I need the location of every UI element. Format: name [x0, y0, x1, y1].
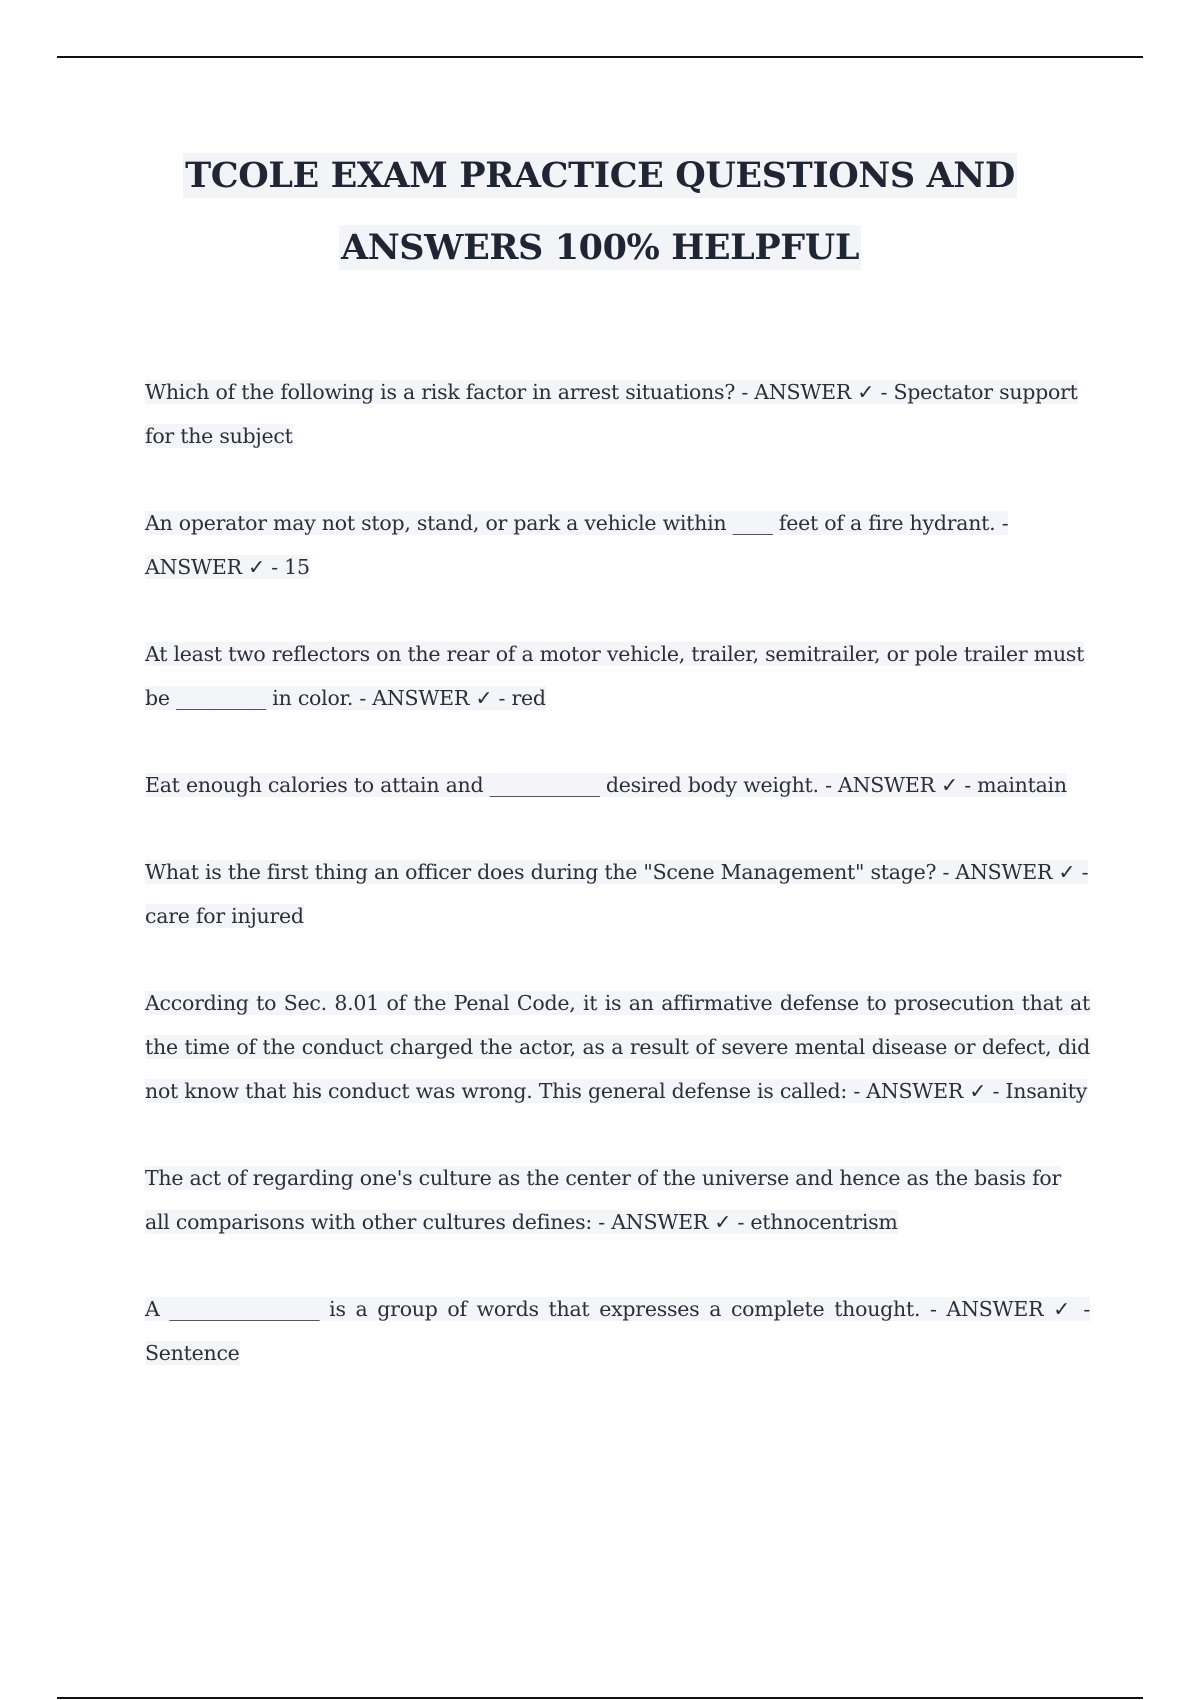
qa-item [145, 501, 1090, 589]
qa-text: What is the first thing an officer does during the "Scene Management" stage? - ANSWER ✓ - care for injured [145, 860, 1089, 928]
title-line-1: TCOLE EXAM PRACTICE QUESTIONS AND [185, 155, 1015, 196]
bottom-rule [57, 1697, 1143, 1699]
qa-item [145, 850, 1090, 938]
document-title [0, 140, 1200, 284]
qa-list [145, 370, 1090, 1418]
qa-text: According to Sec. 8.01 of the Penal Code, it is an affirmative defense to prosecution that at the time of the conduct charged the actor, as a result of severe mental disease or defect, did not know that his conduct was wrong. This general defense is called: - ANSWER ✓ - Insanity [145, 991, 1090, 1103]
top-rule [57, 56, 1143, 58]
qa-item [145, 981, 1090, 1113]
qa-item [145, 1156, 1090, 1244]
title-line-2: ANSWERS 100% HELPFUL [340, 227, 860, 268]
qa-text: Which of the following is a risk factor in arrest situations? - ANSWER ✓ - Spectator support for the subject [145, 380, 1078, 448]
qa-text: An operator may not stop, stand, or park a vehicle within ____ feet of a fire hydrant. - ANSWER ✓ - 15 [145, 511, 1009, 579]
qa-item [145, 763, 1090, 807]
qa-text: Eat enough calories to attain and ___________ desired body weight. - ANSWER ✓ - maintain [145, 773, 1067, 797]
qa-item [145, 632, 1090, 720]
qa-item [145, 370, 1090, 458]
qa-item [145, 1287, 1090, 1375]
qa-text: The act of regarding one's culture as the center of the universe and hence as the basis for all comparisons with other cultures defines: - ANSWER ✓ - ethnocentrism [145, 1166, 1062, 1234]
qa-text: A _______________ is a group of words that expresses a complete thought. - ANSWER ✓ - Sentence [145, 1297, 1090, 1365]
qa-text: At least two reflectors on the rear of a motor vehicle, trailer, semitrailer, or pole trailer must be _________ in color. - ANSWER ✓ - red [145, 642, 1085, 710]
